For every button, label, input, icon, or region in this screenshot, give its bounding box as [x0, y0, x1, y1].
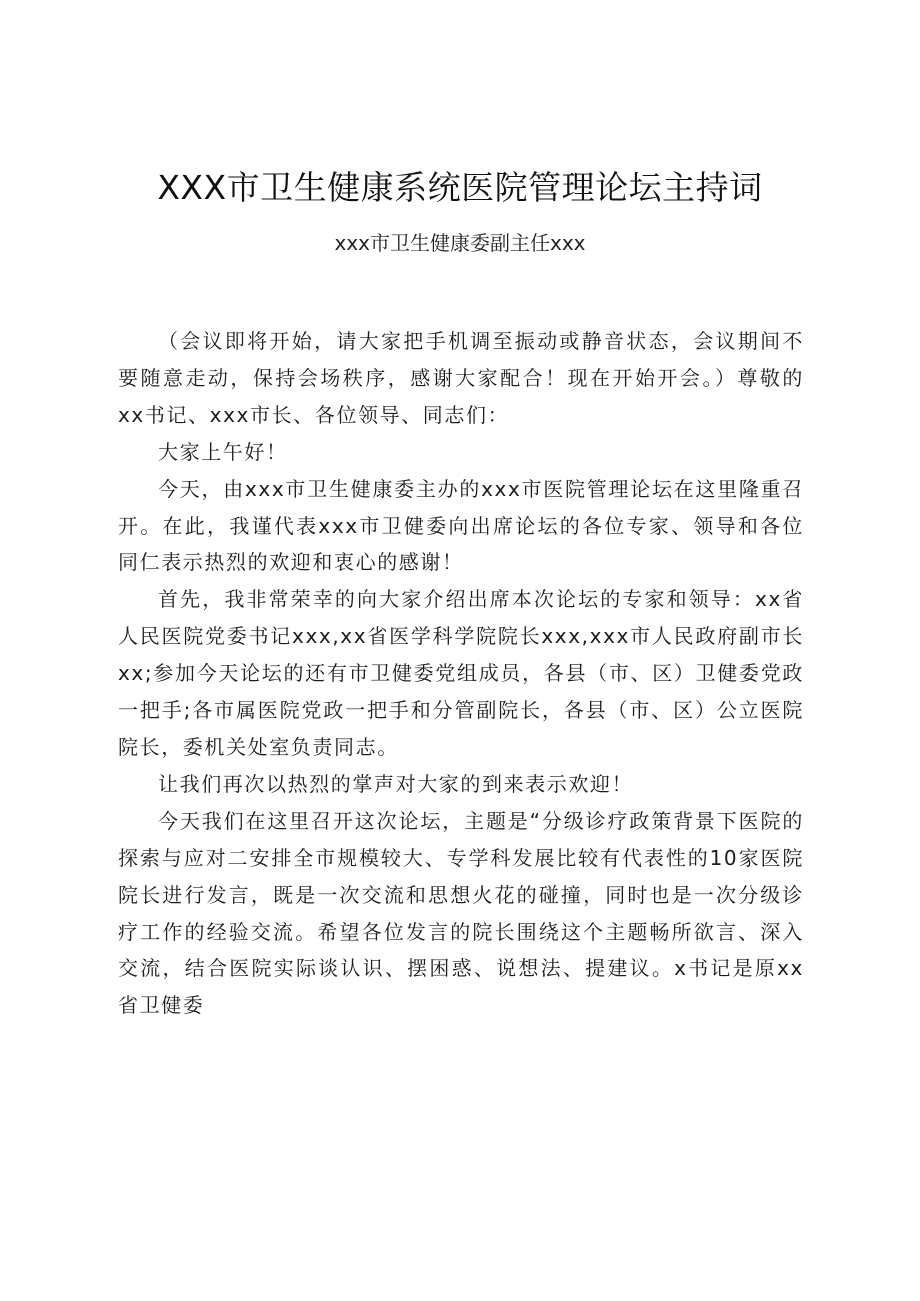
paragraph-welcome: 今天，由xxx市卫生健康委主办的xxx市医院管理论坛在这里隆重召开。在此，我谨代表xxx市卫健委向出席论坛的各位专家、领导和各位同仁表示热烈的欢迎和衷心的感谢！	[118, 476, 804, 575]
paragraph-theme: 今天我们在这里召开这次论坛，主题是“分级诊疗政策背景下医院的探索与应对二安排全市规模较大、专学科发展比较有代表性的10家医院院长进行发言，既是一次交流和思想火花的碰撞，同时也是一次分级诊疗工作的经验交流。希望各位发言的院长围绕这个主题畅所欲言、深入交流，结合医院实际谈认识、摆困惑、说想法、提建议。x书记是原xx省卫健委	[118, 808, 804, 1018]
document-subtitle: xxx市卫生健康委副主任xxx	[334, 231, 586, 255]
document-title: XXX市卫生健康系统医院管理论坛主持词	[157, 168, 763, 207]
paragraph-opening-notice: （会议即将开始，请大家把手机调至振动或静音状态，会议期间不要随意走动，保持会场秩序，感谢大家配合！现在开始开会。）尊敬的xx书记、xxx市长、各位领导、同志们：	[118, 329, 804, 427]
paragraph-greeting: 大家上午好！	[158, 439, 288, 464]
paragraph-introductions: 首先，我非常荣幸的向大家介绍出席本次论坛的专家和领导：xx省人民医院党委书记xxx,xx省医学科学院院长xxx,xxx市人民政府副市长xx;参加今天论坛的还有市卫健委党组成员，各县（市、区）卫健委党政一把手;各市属医院党政一把手和分管副院长，各县（市、区）公立医院院长，委机关处室负责同志。	[118, 587, 804, 759]
document-body	[118, 323, 804, 1024]
paragraph-applause: 让我们再次以热烈的掌声对大家的到来表示欢迎！	[158, 771, 634, 796]
